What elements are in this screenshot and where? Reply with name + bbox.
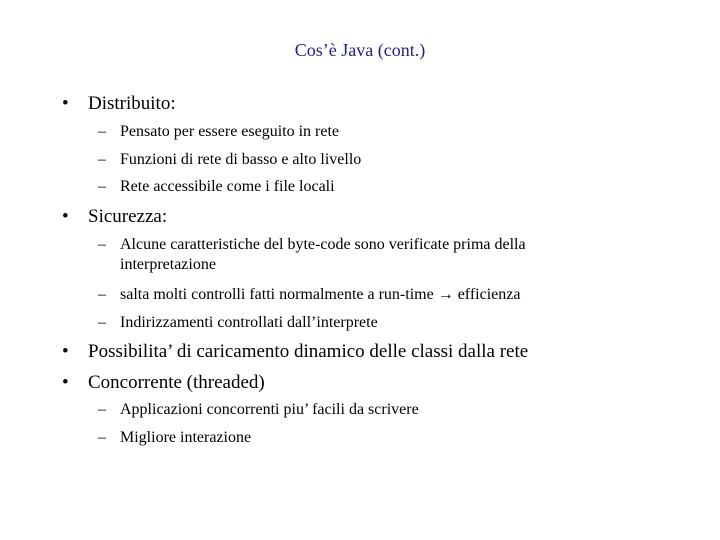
bullet-label: Concorrente (threaded) [88, 372, 265, 393]
sub-bullet [98, 150, 658, 170]
bullet-concorrente [62, 372, 682, 394]
sub-bullet-text: salta molti controlli fatti normalmente a run-time → efficienza [120, 286, 521, 303]
sub-bullet [98, 235, 618, 275]
sub-bullet [98, 428, 658, 448]
bullet-sicurezza [62, 206, 682, 228]
sub-bullet [98, 177, 658, 197]
bullet-icon: • [62, 206, 69, 227]
bullet-icon: • [62, 93, 69, 114]
bullet-label: Sicurezza: [88, 206, 168, 227]
dash-icon: – [98, 429, 106, 446]
bullet-caricamento-dinamico [62, 341, 682, 363]
sub-bullet [98, 285, 658, 305]
dash-icon: – [98, 286, 106, 303]
sub-bullet-text: Pensato per essere eseguito in rete [120, 123, 340, 140]
sub-bullet [98, 313, 658, 333]
sub-bullet-text: Indirizzamenti controllati dall’interprete [120, 314, 378, 331]
sub-bullet [98, 122, 658, 142]
sub-bullet-text: Applicazioni concorrenti piu’ facili da scrivere [120, 401, 419, 418]
dash-icon: – [98, 178, 106, 195]
sub-bullet-text: Alcune caratteristiche del byte-code sono verificate prima della interpretazione [120, 236, 526, 273]
sub-bullet-text: Funzioni di rete di basso e alto livello [120, 151, 362, 168]
dash-icon: – [98, 401, 106, 418]
slide-title: Cos’è Java (cont.) [294, 40, 426, 60]
bullet-label: Distribuito: [88, 93, 176, 114]
bullet-distribuito [62, 93, 682, 115]
dash-icon: – [98, 151, 106, 168]
sub-bullet [98, 400, 658, 420]
bullet-icon: • [62, 372, 69, 393]
dash-icon: – [98, 314, 106, 331]
bullet-icon: • [62, 341, 69, 362]
bullet-label: Possibilita’ di caricamento dinamico delle classi dalla rete [88, 341, 529, 362]
dash-icon: – [98, 123, 106, 140]
sub-bullet-text: Rete accessibile come i file locali [120, 178, 335, 195]
dash-icon: – [98, 236, 106, 253]
sub-bullet-text: Migliore interazione [120, 429, 252, 446]
